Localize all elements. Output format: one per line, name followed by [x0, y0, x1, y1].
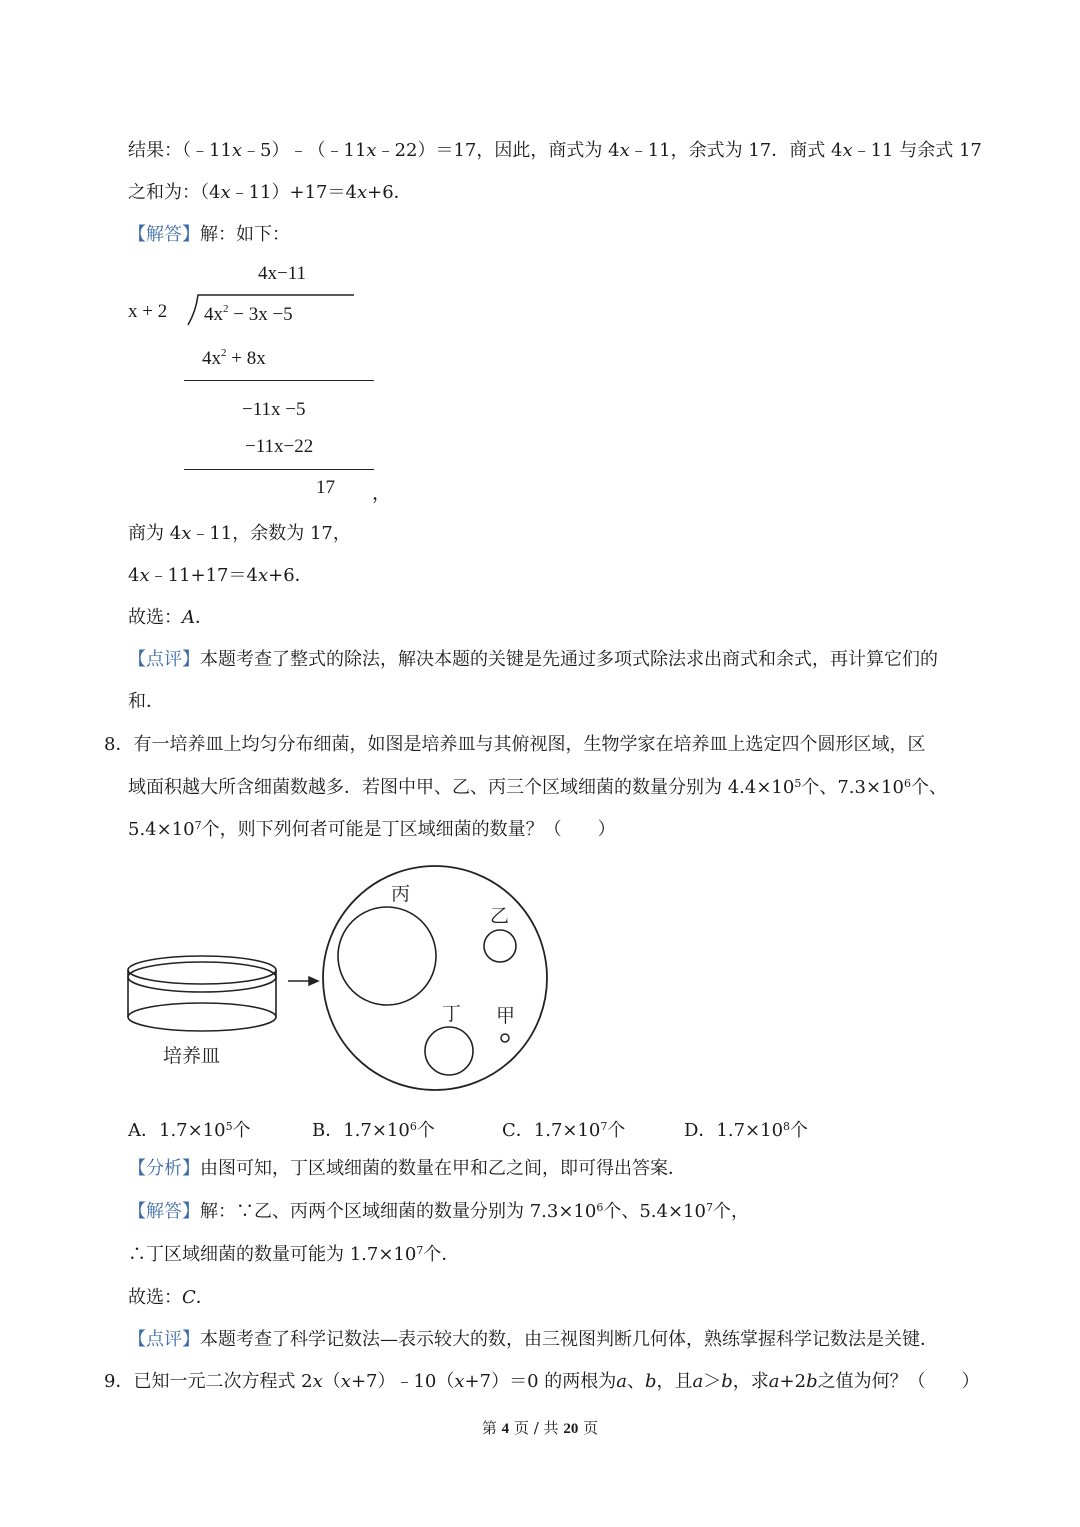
region-yi [484, 930, 516, 962]
arrow [288, 977, 318, 985]
label-ding: 丁 [442, 1003, 462, 1025]
division-divisor: x + 2 [128, 301, 168, 322]
division-row1: $4x^2 + 8x$ [202, 347, 266, 369]
label-yi: 乙 [490, 905, 510, 927]
label-dish: 培养皿 [163, 1045, 221, 1067]
option-d: D．$1.7\times 10^8$个 [684, 1120, 809, 1141]
region-ding [425, 1027, 473, 1075]
region-jia [501, 1034, 509, 1042]
question-8-line-2: 域面积越大所含细菌数越多．若图中甲、乙、丙三个区域细菌的数量分别为 $4.4\times 10^5$个、$7.3\times 10^6$个、 [128, 777, 947, 798]
analysis-line: 【分析】由图可知，丁区域细菌的数量在甲和乙之间，即可得出答案． [128, 1158, 686, 1179]
page-footer: 第 4 页 / 共 20 页 [481, 1419, 599, 1437]
option-c: C．$1.7\times 10^7$个 [502, 1120, 626, 1141]
petri-dish [128, 956, 276, 1031]
question-8-line-3: $5.4\times 10^7$个，则下列何者可能是丁区域细菌的数量？（ ） [128, 819, 616, 840]
therefore-line: ∴丁区域细菌的数量可能为 $1.7\times 10^7$个． [128, 1244, 460, 1265]
question-8-line-1: 8．有一培养皿上均匀分布细菌，如图是培养皿与其俯视图，生物学家在培养皿上选定四个圆形区域，区 [104, 734, 926, 755]
label-bing: 丙 [391, 883, 411, 905]
division-dividend: $4x^2 - 3x -5$ [204, 303, 293, 325]
sum-line: 之和为：（4x﹣11）+17＝4x+6． [128, 182, 412, 203]
comment-line-2: 和． [128, 691, 164, 712]
choice-line-8: 故选：C． [128, 1287, 214, 1308]
result-line: 结果：（﹣11x﹣5）﹣（﹣11x﹣22）＝17，因此，商式为 4x﹣11，余式为 17．商式 4x﹣11 与余式 17 [128, 140, 982, 161]
total-pages: 20 [563, 1421, 579, 1437]
answer-tag: 【解答】 [128, 224, 200, 245]
answer-line-8: 【解答】解：∵乙、丙两个区域细菌的数量分别为 $7.3\times 10^6$个、$5.4\times 10^7$个， [128, 1201, 749, 1222]
top-view-circle [323, 866, 547, 1090]
region-bing [338, 907, 436, 1005]
label-jia: 甲 [496, 1005, 516, 1027]
analysis-tag: 【分析】 [128, 1158, 200, 1179]
comment-line-8: 【点评】本题考查了科学记数法—表示较大的数，由三视图判断几何体，熟练掌握科学记数法是关键． [128, 1329, 938, 1350]
choice-line: 故选：A． [128, 607, 213, 628]
division-comma: ， [372, 483, 392, 504]
quotient-line: 商为 4x﹣11，余数为 17， [128, 523, 351, 544]
division-remainder: 17 [316, 477, 335, 498]
division-quotient: 4x−11 [258, 263, 307, 284]
division-row2: −11x −5 [242, 399, 306, 420]
comment-tag-8: 【点评】 [128, 1329, 200, 1350]
calc-line: 4x﹣11+17＝4x+6． [128, 565, 313, 586]
option-a: A．$1.7\times 10^5$个 [128, 1120, 251, 1141]
division-row3: −11x−22 [245, 436, 314, 457]
option-b: B．$1.7\times 10^6$个 [312, 1120, 435, 1141]
question-9: 9．已知一元二次方程式 2x（x+7）﹣10（x+7）＝0 的两根为a、b，且a＞b，求a+2b之值为何？（ ） [104, 1371, 980, 1392]
comment-line: 【点评】本题考查了整式的除法，解决本题的关键是先通过多项式除法求出商式和余式，再计算它们的 [128, 649, 938, 670]
answer-tag-8: 【解答】 [128, 1201, 200, 1222]
page-number: 4 [501, 1421, 510, 1437]
answer-intro: 【解答】解：如下： [128, 224, 290, 245]
comment-tag: 【点评】 [128, 649, 200, 670]
